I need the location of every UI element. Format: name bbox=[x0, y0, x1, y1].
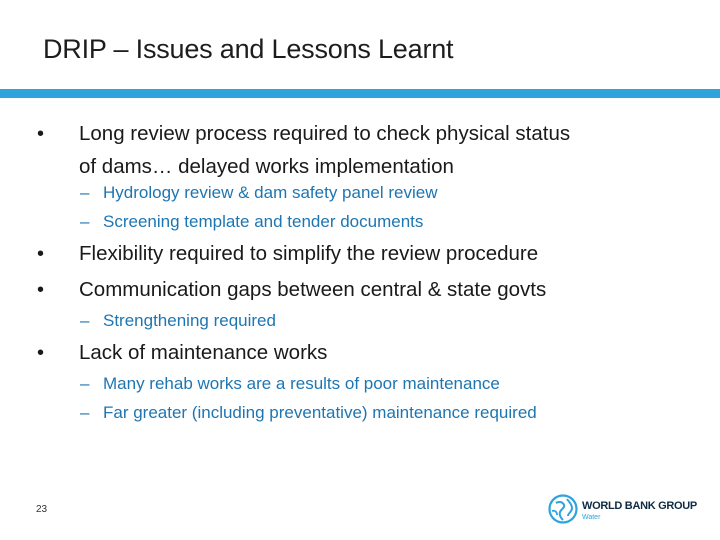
logo-subtitle: Water bbox=[582, 514, 601, 521]
sub-bullet-marker: – bbox=[80, 183, 90, 202]
sub-bullet-text: Many rehab works are a results of poor maintenance bbox=[103, 374, 500, 393]
sub-bullet-marker: – bbox=[80, 311, 90, 330]
slide-title: DRIP – Issues and Lessons Learnt bbox=[43, 34, 454, 64]
bullet-line: Flexibility required to simplify the review procedure bbox=[79, 242, 539, 265]
bullet-text bbox=[79, 336, 679, 369]
sub-bullet-text: Screening template and tender documents bbox=[103, 212, 424, 231]
bullet-line: Communication gaps between central & state govts bbox=[79, 278, 547, 301]
bullet-marker: • bbox=[37, 279, 45, 301]
bullet-line: Long review process required to check physical status bbox=[79, 122, 571, 145]
bullet-marker: • bbox=[37, 342, 45, 364]
bullet-text bbox=[79, 237, 679, 270]
bullet-line: Lack of maintenance works bbox=[79, 341, 328, 364]
sub-bullet-marker: – bbox=[80, 212, 90, 231]
bullet-line: of dams… delayed works implementation bbox=[79, 155, 454, 178]
bullet-text bbox=[79, 117, 679, 183]
sub-bullet-text: Strengthening required bbox=[103, 311, 276, 330]
sub-bullet-text: Hydrology review & dam safety panel review bbox=[103, 183, 438, 202]
logo-name: WORLD BANK GROUP bbox=[582, 500, 697, 512]
sub-bullet-text: Far greater (including preventative) maintenance required bbox=[103, 403, 537, 422]
sub-bullet-marker: – bbox=[80, 374, 90, 393]
bullet-marker: • bbox=[37, 123, 45, 145]
sub-bullet-marker: – bbox=[80, 403, 90, 422]
bullet-text bbox=[79, 273, 679, 306]
bullet-marker: • bbox=[37, 243, 45, 265]
page-number: 23 bbox=[36, 504, 48, 515]
world-bank-group-logo bbox=[548, 492, 708, 528]
globe-icon bbox=[548, 494, 578, 524]
